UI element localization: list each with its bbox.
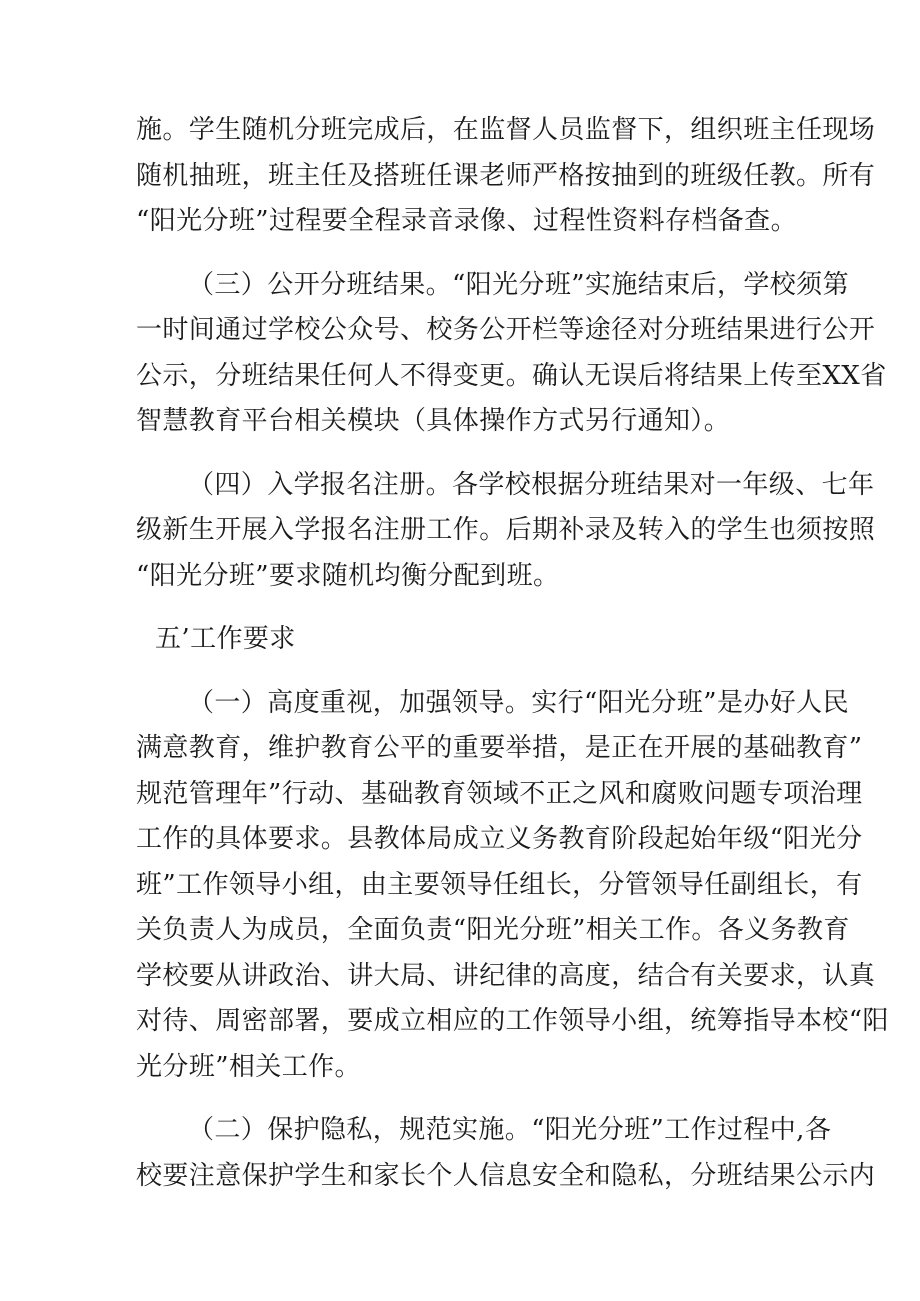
text-line: （二）保护隐私，规范实施。“阳光分班”工作过程中,各: [188, 1115, 832, 1145]
text-line: “阳光分班”要求随机均衡分配到班。: [136, 560, 560, 591]
text-line: 光分班”相关工作。: [136, 1051, 361, 1082]
paragraph-continuation: [136, 108, 876, 245]
text-line: 满意教育，维护教育公平的重要举措，是正在开展的基础教育”: [136, 733, 863, 763]
text-line: 施。学生随机分班完成后，在监督人员监督下，组织班主任现场: [136, 115, 876, 145]
text-line: 规范管理年”行动、基础教育领域不正之风和腐败问题专项治理: [136, 778, 863, 809]
paragraph-privacy: [136, 1108, 876, 1199]
document-page: [136, 108, 889, 1217]
text-line: 关负责人为成员，全面负责“阳光分班”相关工作。各义务教育: [136, 915, 850, 945]
text-line: 公示，分班结果任何人不得变更。确认无误后将结果上传至XX省: [136, 360, 887, 391]
text-line: 班”工作领导小组，由主要领导任组长，分管领导任副组长，有: [136, 869, 863, 900]
text-line: 智慧教育平台相关模块（具体操作方式另行通知）。: [136, 406, 731, 436]
text-line: “阳光分班”过程要全程录音录像、过程性资料存档备查。: [136, 206, 797, 236]
text-line: 对待、周密部署，要成立相应的工作领导小组，统筹指导本校“阳: [136, 1006, 889, 1036]
paragraph-leadership: [136, 681, 889, 1091]
text-line: 随机抽班，班主任及搭班任课老师严格按抽到的班级任教。所有: [136, 160, 876, 191]
section-heading: 五’工作要求: [155, 624, 296, 654]
text-line: （四）入学报名注册。各学校根据分班结果对一年级、七年: [188, 469, 875, 500]
paragraph-enrollment: [136, 463, 876, 600]
text-line: 工作的具体要求。县教体局成立义务教育阶段起始年级“阳光分: [136, 824, 863, 854]
text-line: 一时间通过学校公众号、校务公开栏等途径对分班结果进行公开: [136, 315, 876, 345]
paragraph-publish-results: [136, 263, 887, 445]
text-line: 学校要从讲政治、讲大局、讲纪律的高度，结合有关要求，认真: [136, 960, 876, 991]
text-line: （一）高度重视，加强领导。实行“阳光分班”是办好人民: [188, 687, 849, 718]
text-line: 级新生开展入学报名注册工作。后期补录及转入的学生也须按照: [136, 515, 876, 545]
text-line: 校要注意保护学生和家长个人信息安全和隐私，分班结果公示内: [136, 1160, 876, 1191]
text-line: （三）公开分班结果。“阳光分班”实施结束后，学校须第: [188, 269, 849, 300]
